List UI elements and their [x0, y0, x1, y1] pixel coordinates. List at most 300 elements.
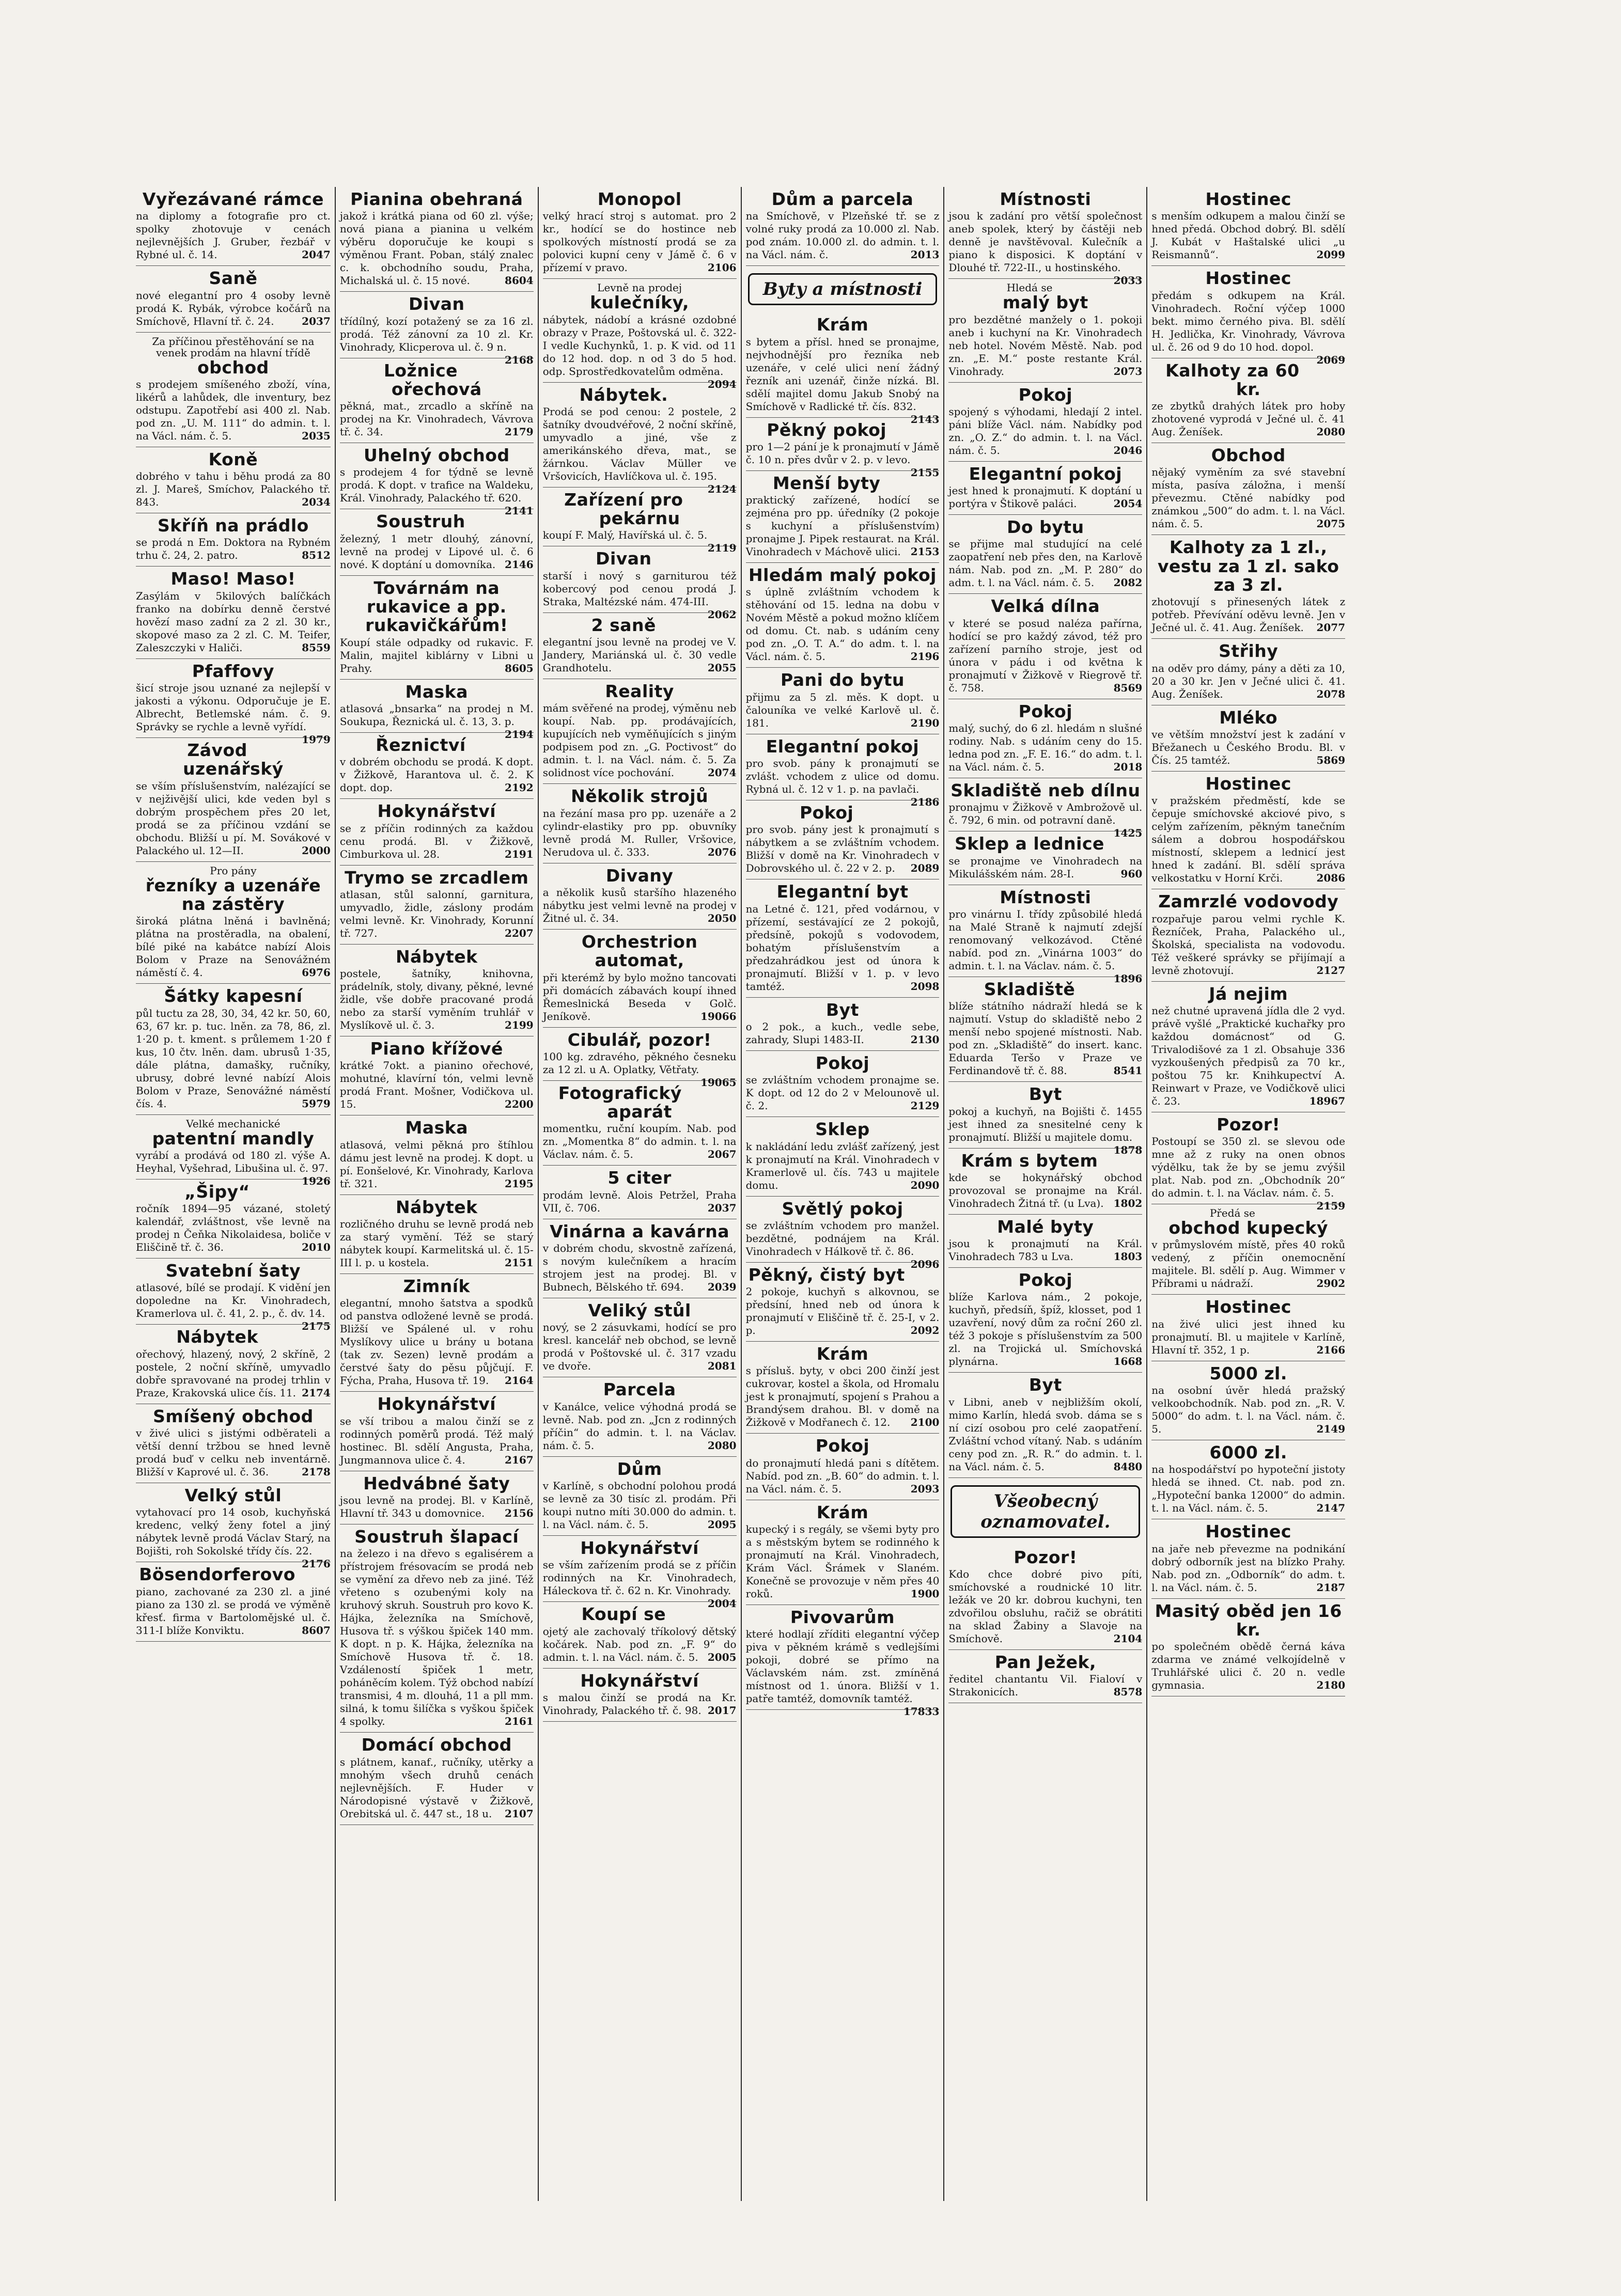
classified-ad — [340, 1274, 534, 1392]
ad-number: 8512 — [302, 549, 331, 562]
ad-body — [1151, 1004, 1345, 1108]
ad-body — [948, 1171, 1142, 1210]
ad-number: 19065 — [700, 1076, 737, 1089]
ad-title: Divan — [596, 548, 652, 569]
ad-title: Velká dílna — [991, 596, 1100, 617]
ad-number: 2073 — [1113, 365, 1143, 378]
ad-title: Cibulář, pozor! — [567, 1029, 712, 1050]
ad-number: 2093 — [910, 1482, 940, 1495]
ad-body — [1151, 913, 1345, 977]
ad-text: na osobní úvěr hledá pražský velkoobchodník. Nab. pod zn. „R. V. 5000“ do adm. t. l. na Václ. nám. č. 5. — [1151, 1384, 1346, 1436]
ad-text: atlasan, stůl salonní, garnitura, umyvadlo, židle, záslony prodám velmi levně. Kr. Vinohrady, Korunní tř. 727. — [339, 888, 534, 939]
ad-title: Světlý pokoj — [782, 1198, 903, 1219]
ad-text: v které se posud naléza pařírna, hodící se pro každý závod, též pro zařízení parního stroje, jest od února v pádu i od května k pronajmutí v Žižkově v Riegrově tř. č. 758. — [948, 617, 1143, 694]
ad-body — [136, 1506, 331, 1570]
ad-text: na hospodářství po hypoteční jistoty hledá se ihned. Ct. nab. pod zn. „Hypoteční banka 12000“ do admin. t. l. na Václ. nám. č. 5. — [1151, 1463, 1346, 1515]
ad-title: Masitý oběd jen 16 kr. — [1155, 1600, 1342, 1640]
ad-body — [543, 1321, 737, 1373]
ad-text: rozpařuje parou velmi rychle K. Řezníček, Praha, Palackého ul., Školská, specialista na vodovodu. Též veškeré správky se přijímají a levně zhotovují. — [1151, 912, 1346, 977]
ad-number: 8541 — [1113, 1064, 1143, 1077]
ad-title: Nábytek — [395, 946, 478, 967]
classified-ad — [543, 1602, 737, 1668]
ad-body — [948, 538, 1142, 589]
ad-body — [1151, 662, 1345, 701]
classified-ad — [339, 443, 534, 517]
classified-ad — [948, 187, 1143, 287]
ad-body — [745, 757, 940, 809]
ad-number: 2155 — [910, 466, 940, 479]
classified-ad — [136, 447, 331, 513]
ad-text: na Smíchově, v Plzeňské tř. se z volné ruky prodá za 10.000 zl. Nab. pod znám. 10.000 zl. do admin. t. l. na Václ. nám. č. — [745, 210, 940, 261]
ad-text: 2 pokoje, kuchyň s alkovnou, se předsíní, hned neb od února k pronajmutí v Eliščině tř. č. 25-I, v 2. p. — [745, 1285, 940, 1337]
ad-body — [745, 440, 940, 479]
classified-ad — [340, 1524, 534, 1733]
ad-body — [136, 470, 331, 509]
classified-ad — [340, 358, 534, 444]
classified-ad — [542, 487, 737, 555]
ad-number: 2146 — [505, 558, 534, 571]
ad-number: 2106 — [707, 261, 737, 274]
ad-title: Sklep a lednice — [955, 834, 1104, 854]
ad-number: 2104 — [1113, 1632, 1143, 1645]
ad-text: se z příčin rodinných za každou cenu prodá. Bl. v Žižkově, Cimburkova ul. 28. — [339, 822, 534, 860]
ad-number: 2094 — [707, 378, 737, 390]
ad-body — [136, 1281, 331, 1333]
ad-title: Zimník — [403, 1276, 470, 1297]
ad-text: s prodejem 4 for týdně se levně prodá. K dopt. v trafice na Waldeku, Král. Vinohrady, Palackého tř. 620. — [339, 466, 534, 505]
classified-ad — [1151, 982, 1345, 1112]
ad-title: Kalhoty za 60 kr. — [1165, 360, 1300, 399]
ad-text: kde se hokynářský obchod provozoval se pronajme na Král. Vinohradech Žitná tř. (u Lva). — [948, 1171, 1143, 1209]
ad-text: pro 1—2 pání je k pronajmutí v Jámě č. 10 n. přes dvůr v 2. p. v levo. — [745, 440, 940, 466]
ad-title: Menší byty — [772, 473, 881, 493]
ad-number: 1979 — [302, 733, 331, 746]
ad-title: Hostinec — [1205, 268, 1291, 289]
classified-ad — [948, 383, 1142, 462]
classified-ad — [1151, 1112, 1346, 1213]
classified-ad — [948, 462, 1142, 515]
ad-body — [1151, 1135, 1346, 1213]
classified-ad — [542, 383, 737, 495]
ad-text: zhotovují s přinesených látek z potřeb. Převívání oděvu levně. Jen v Ječné ul. č. 41. Aug. Ženíšek. — [1151, 595, 1346, 634]
ad-body — [746, 1285, 940, 1337]
ad-body — [340, 1547, 534, 1728]
ad-number: 2194 — [505, 728, 534, 741]
ad-number: 2080 — [707, 1439, 737, 1452]
ad-title: Soustruh šlapací — [354, 1526, 519, 1547]
classified-ad — [1151, 443, 1345, 535]
classified-ad — [1151, 1440, 1345, 1519]
classified-ad — [746, 879, 940, 997]
ad-body — [948, 801, 1143, 840]
ad-number: 1803 — [1113, 1250, 1143, 1263]
ad-title: patentní mandly — [152, 1128, 315, 1149]
ad-number: 2129 — [910, 1099, 940, 1112]
ad-body — [543, 807, 737, 859]
ad-number: 2074 — [707, 766, 737, 779]
ad-number: 2175 — [302, 1320, 331, 1333]
ad-body — [340, 210, 534, 287]
ad-text: vytahovací pro 14 osob, kuchyňská kredenc, velký ženy fotel a jiný nábytek levně prodá Václav Starý, na Bojišti, roh Sokolské třídy čís. 22. — [136, 1506, 331, 1558]
ad-text: v živé ulici s jistými odběrateli a větší denní tržbou se hned levně prodá buď v celku neb inventárně. Bližší v Kaprové ul. č. 36. — [136, 1427, 331, 1479]
ad-title: Střihy — [1219, 641, 1279, 662]
ad-number: 2075 — [1316, 517, 1346, 530]
ad-text: blíže státního nádraží hledá se k najmutí. Vstup do skladiště nebo 2 menší nebo spojené místnosti. Nab. pod zn. „Skladiště“ do insert. kanc. Eduarda Teršo v Praze ve Ferdinandově tř. č. 88. — [948, 1000, 1143, 1077]
ad-text: k nakládání ledu zvlášť zařízený, jest k pronajmutí na Král. Vinohradech v Kramerlově ul. čís. 743 u majitele domu. — [745, 1140, 940, 1191]
ad-title: Hostinec — [1205, 1521, 1291, 1542]
classified-ad — [948, 1215, 1142, 1268]
ad-number: 2151 — [505, 1256, 534, 1269]
classified-ad — [543, 784, 737, 863]
ad-text: Postoupí se 350 zl. se slevou ode mne až z ruky na onen obnos výdělku, tak že by se jemu zvýšil plat. Nab. pod zn. „Obchodník 20“ do admin. t. l. na Václav. nám. č. 5. — [1151, 1135, 1346, 1200]
ad-text: elegantní, mnoho šatstva a spodků od panstva odložené levně se prodá. Bližší ve Spálené ul. v rohu Myslíkovy ulice u brány u botana (tak zv. Sezen) levně prodám a čerstvé šaty do pěsu půjčují. F. Fýcha, Praha, Husova tř. 19. — [339, 1297, 534, 1387]
ad-number: 2037 — [302, 314, 331, 327]
ad-title: Divany — [605, 865, 674, 886]
ad-body — [1151, 1543, 1345, 1594]
ad-number: 2179 — [505, 426, 534, 438]
ad-body — [746, 1020, 940, 1046]
ad-title: Bösendorferovo — [139, 1564, 295, 1585]
ad-number: 2086 — [1316, 872, 1346, 885]
classified-ad — [340, 799, 534, 865]
ad-body — [542, 569, 737, 621]
ad-number: 2200 — [505, 1098, 534, 1111]
ad-title: Fotografický aparát — [558, 1082, 682, 1122]
ad-title: Uhelný obchod — [363, 445, 510, 466]
ad-body — [543, 1189, 737, 1215]
classified-ad — [745, 734, 940, 809]
ad-text: na živé ulici jest ihned ku pronajmutí. Bl. u majitele v Karlíně, Hlavní tř. 352, 1 p. — [1151, 1317, 1346, 1356]
ad-title: Nábytek. — [579, 384, 668, 405]
ad-body — [542, 529, 737, 555]
ad-body — [543, 210, 737, 274]
column-1 — [132, 187, 335, 2201]
ad-text: ze zbytků drahých látek pro hoby zhotovené vyprodá v Ječné ul. č. 41 Aug. Ženíšek. — [1151, 400, 1346, 438]
classified-ad — [1151, 535, 1345, 639]
classified-ad — [136, 266, 331, 332]
ad-number: 1425 — [1113, 827, 1143, 840]
ad-body — [542, 405, 737, 495]
ad-title: Hokynářství — [377, 801, 496, 822]
ad-body — [948, 1000, 1142, 1077]
ad-number: 2153 — [910, 545, 940, 558]
ad-text: se zvláštním vchodem pronajme se. K dopt. od 12 do 2 v Melounově ul. č. 2. — [745, 1074, 940, 1112]
classified-ad — [1151, 772, 1345, 889]
ad-title: Parcela — [603, 1379, 676, 1400]
classified-ad — [745, 312, 940, 426]
classified-ad — [136, 567, 331, 658]
classified-ad — [543, 1457, 737, 1536]
ad-title: Maska — [405, 681, 468, 702]
ad-body — [948, 1396, 1142, 1473]
ad-number: 2127 — [1316, 964, 1346, 977]
ad-text: dobrého v tahu i běhu prodá za 80 zl. J. Mareš, Smíchov, Palackého tř. 843. — [136, 470, 331, 509]
ad-number: 1668 — [1113, 1355, 1143, 1368]
ad-title: Pozor! — [1217, 1114, 1281, 1135]
classified-ad — [136, 1180, 331, 1259]
ad-text: blíže Karlova nám., 2 pokoje, kuchyň, předsíň, špíž, klosset, pod 1 uzavření, nový dům za roční 260 zl. též 3 pokoje s příslušenstvím za 500 zl. na Trojická ul. Smíchovská plynárna. — [948, 1291, 1143, 1368]
ad-body — [136, 915, 331, 979]
ad-number: 2166 — [1316, 1343, 1346, 1356]
classified-ad — [746, 1434, 940, 1500]
ad-body — [340, 1494, 534, 1520]
ad-number: 2141 — [505, 505, 534, 517]
classified-ad — [746, 1051, 940, 1117]
ad-title: Koně — [208, 449, 258, 469]
ad-title: kulečníky, — [590, 292, 690, 313]
ad-text: rozličného druhu se levně prodá neb za starý vymění. Též se starý nábytek koupí. Karmelitská ul. č. 15-III l. p. u kostela. — [339, 1218, 534, 1269]
ad-title: Krám — [816, 1344, 869, 1364]
ad-text: velký hrací stroj s automat. pro 2 kr., hodící se do hostince neb spolkových místností prodá se za polovici kupní ceny v Jámě č. 6 v přízemí v pravo. — [542, 210, 737, 274]
ad-title: Byt — [826, 999, 859, 1020]
ad-text: v Libni, aneb v nejbližším okolí, mimo Karlín, hledá svob. dáma se s ní cizí osobou pro celé zaopatření. Zvláštní vchod vítaný. Nab. s udáním ceny pod zn. „R. R.“ do admin. t. l. na Václ. nám. č. 5. — [948, 1395, 1143, 1473]
ad-body — [948, 484, 1142, 510]
ad-number: 2161 — [505, 1715, 534, 1728]
ad-body — [746, 1364, 940, 1429]
ad-text: v Kanálce, velice výhodná prodá se levně. Nab. pod zn. „Jcn z rodinných příčin“ do admin. t. l. na Václav. nám. č. 5. — [542, 1400, 737, 1452]
ad-body — [948, 210, 1143, 287]
classified-ad — [948, 594, 1142, 699]
ad-number: 18967 — [1309, 1094, 1346, 1107]
classified-ad — [948, 515, 1142, 594]
ad-text: široká plátna lněná i bavlněná; plátna na prostěradla, na obalení, bílé piké na kabátce nabízí Alois Bolom v Praze na Senovážném náměstí č. 4. — [136, 915, 331, 979]
ad-title: 5 citer — [607, 1168, 672, 1188]
ad-text: praktický zařízené, hodící se zejména pro pp. úředníky (2 pokoje s kuchyní a příslušenstvím) pronajme J. Pipek restaurat. na Král. Vinohradech v Máchově ulici. — [745, 494, 940, 558]
ad-number: 2050 — [707, 911, 737, 924]
ad-number: 2187 — [1316, 1581, 1346, 1594]
classified-ad — [543, 679, 737, 784]
ad-number: 2100 — [910, 1416, 940, 1429]
ad-number: 2047 — [302, 248, 331, 261]
ad-body — [543, 636, 737, 674]
ad-number: 2178 — [302, 1466, 331, 1479]
classified-ad — [1151, 1204, 1345, 1295]
classified-ad — [1151, 358, 1345, 444]
classified-ad — [136, 1562, 331, 1641]
ad-number: 2054 — [1113, 497, 1143, 510]
ad-number: 2069 — [1316, 353, 1346, 366]
ad-body — [340, 1059, 534, 1111]
classified-ad — [543, 930, 737, 1028]
ad-text: na oděv pro dámy, pány a děti za 10, 20 a 30 kr. Jen v Ječné ulici č. 41. Aug. Ženíšek. — [1151, 662, 1346, 700]
ad-body — [136, 1427, 331, 1479]
classified-ad — [542, 1028, 737, 1089]
ad-body — [746, 823, 940, 875]
ad-title: Smíšený obchod — [153, 1406, 314, 1426]
classified-ad — [948, 279, 1142, 382]
ad-title: Dům — [617, 1458, 662, 1479]
ad-title: Krám — [816, 1502, 869, 1522]
ad-text: starší i nový s garniturou též kobercový pod cenou prodá J. Straka, Maltézské nám. 474-III. — [542, 569, 737, 608]
ad-text: se přijme mal studující na celé zaopatření neb přes den, na Karlově nám. Nab. pod zn. „M. P. 280“ do adm. t. l. na Václ. nám. č. 5. — [948, 538, 1143, 589]
ad-body — [340, 1297, 534, 1387]
ad-text: prodám levně. Alois Petržel, Praha VII, č. 706. — [542, 1188, 737, 1214]
ad-body — [543, 1401, 737, 1452]
classified-ad — [1151, 1361, 1345, 1440]
ad-body — [948, 722, 1142, 774]
ad-body — [1151, 1384, 1345, 1436]
ad-number: 2090 — [910, 1178, 940, 1191]
ad-number: 2080 — [1316, 426, 1346, 438]
ad-body — [746, 903, 940, 993]
ad-number: 1900 — [910, 1587, 940, 1600]
ad-title: Pokoj — [815, 1052, 870, 1073]
ad-title: Velký stůl — [184, 1485, 282, 1506]
newspaper-page — [132, 187, 1552, 2201]
ad-title: 6000 zl. — [1209, 1442, 1287, 1463]
ad-body — [1151, 1640, 1345, 1692]
ad-number: 2098 — [910, 980, 940, 993]
ad-title: Pianina obehraná — [350, 189, 523, 209]
section-heading-box: Byty a místnosti — [748, 273, 938, 305]
ad-title: Maska — [405, 1118, 468, 1138]
ad-text: atlasová, velmi pěkná pro štíhlou dámu jest levně na prodej. K dopt. u pí. Eonšelové, Kr. Vinohrady, Karlova tř. 321. — [339, 1138, 534, 1190]
ad-text: malý, suchý, do 6 zl. hledám n slušné rodiny. Nab. s udáním ceny do 15. ledna pod zn. „F. E. 16.“ do adm. t. l. na Václ. nám. č. 5. — [948, 722, 1143, 774]
ad-text: se vším příslušenstvím, nalézající se v nejživější ulici, kde veden byl s dobrým prospěchem přes 20 let, prodá se za příčinou vzdání se obchodu. Bližší u pí. M. Sovákové v Palackého ul. 12—II. — [136, 779, 331, 857]
classified-ad — [340, 1036, 534, 1115]
ad-title: Piano křížové — [370, 1039, 503, 1059]
ad-body — [136, 1007, 331, 1110]
ad-body — [948, 907, 1143, 985]
ad-body — [746, 1140, 940, 1192]
ad-number: 2174 — [302, 1386, 331, 1399]
ad-text: Zasýlám v 5kilových balíčkách franko na dobírku denně čerstvé hovězí maso zadní za 2 zl. 30 kr., skopové maso za 2 zl. C. M. Teifer, Zaleszczyki v Haliči. — [136, 589, 331, 654]
ad-body — [543, 1122, 737, 1161]
ad-title: Monopol — [597, 189, 682, 209]
ad-number: 2005 — [707, 1650, 737, 1663]
ad-title: Nábytek — [176, 1327, 258, 1347]
ad-body — [948, 313, 1142, 378]
classified-ad — [136, 333, 331, 447]
ad-body — [948, 617, 1142, 695]
ad-text: pro svob. pány jest k pronajmutí s nábytkem a se zvláštním vchodem. Bližší v domě na Kr. Vinohradech v Dobrovského ul. č. 22 v 2. p. — [745, 823, 940, 875]
ad-text: s malou činží se prodá na Kr. Vinohrady, Palackého tř. č. 98. — [542, 1691, 737, 1717]
ad-text: vyrábí a prodává od 180 zl. výše A. Heyhal, Vyšehrad, Libušina ul. č. 97. — [136, 1149, 331, 1174]
classified-ad — [543, 1166, 737, 1219]
classified-ad — [340, 1733, 534, 1825]
ad-number: 2067 — [707, 1148, 737, 1161]
ad-number: 2076 — [707, 845, 737, 858]
classified-ad — [746, 563, 940, 668]
ad-pretitle: Předá se — [1209, 1207, 1255, 1220]
classified-ad — [746, 998, 940, 1051]
classified-ad — [543, 1298, 737, 1377]
ad-text: piano, zachované za 230 zl. a jiné piano za 130 zl. se prodá ve výměně křesť. firma v Bartolomějské ul. č. 311-I blíže Konviktu. — [136, 1585, 331, 1637]
ad-body — [340, 822, 534, 861]
ad-number: 2149 — [1316, 1423, 1346, 1436]
ad-text: 100 kg. zdravého, pěkného česneku za 12 zl. u A. Oplatky, Větřaty. — [542, 1050, 737, 1076]
ad-number: 2046 — [1113, 444, 1143, 457]
ad-title: Pěkný pokoj — [767, 419, 887, 440]
ad-title: 5000 zl. — [1209, 1363, 1287, 1383]
ad-text: Koupí stále odpadky od rukavic. F. Malin, majitel kiblárny v Libni u Prahy. — [339, 636, 534, 674]
ad-title: Nábytek — [395, 1197, 478, 1217]
ad-body — [340, 1218, 534, 1269]
classified-ad — [745, 1197, 940, 1270]
ad-title: Pěkný, čistý byt — [748, 1264, 905, 1285]
classified-ad — [746, 1342, 940, 1434]
ad-text: pro bezdětné manžely o 1. pokoji aneb i kuchyní na Kr. Vinohradech neb hotel. Novém Městě. Nab. pod zn. „E. M.“ poste restante Král. Vinohrady. — [948, 313, 1143, 378]
ad-body — [948, 1568, 1142, 1645]
ad-body — [1151, 210, 1345, 261]
ad-number: 960 — [1120, 867, 1143, 880]
classified-ad — [136, 738, 331, 862]
ad-number: 2082 — [1113, 576, 1143, 589]
ad-title: Soustruh — [376, 511, 465, 532]
ad-number: 2191 — [505, 847, 534, 860]
ad-number: 2159 — [1316, 1200, 1346, 1213]
ad-number: 8480 — [1113, 1460, 1143, 1473]
ad-body — [948, 1105, 1143, 1156]
classified-ad — [746, 800, 940, 879]
ad-text: pro vinárnu I. třídy způsobilé hledá na Malé Straně k najmutí zdejší renomovaný velkozávod. Ctěné nabíd. pod zn. „Vinárna 1003“ do admin. t. l. na Václav. nám. č. 5. — [948, 907, 1143, 972]
classified-ad — [340, 1195, 534, 1274]
classified-ad — [746, 471, 940, 563]
ad-body — [340, 532, 534, 571]
ad-title: Hokynářství — [580, 1537, 699, 1558]
ad-body — [136, 590, 331, 654]
ad-number: 2062 — [707, 608, 737, 621]
ad-text: na jaře neb převezme na podnikání dobrý odborník jest na blízko Prahy. Nab. pod zn. „Odborník“ do adm. t. l. na Václ. nám. č. 5. — [1151, 1542, 1346, 1594]
ad-body — [746, 210, 940, 261]
ad-text: elegantní jsou levně na prodej ve V. Jandery, Mariánská ul. č. 30 vedle Grandhotelu. — [542, 636, 737, 674]
ad-body — [543, 971, 737, 1023]
classified-ad — [542, 546, 737, 621]
ad-title: Saně — [209, 268, 258, 289]
ad-number: 8607 — [302, 1624, 331, 1637]
ad-number: 1802 — [1113, 1197, 1143, 1209]
ad-title: Domácí obchod — [361, 1735, 512, 1755]
classified-ad — [136, 862, 331, 984]
ad-title: „Šipy“ — [184, 1181, 250, 1202]
ad-text: jsou k zadání pro větší společnost aneb spolek, který by částěji neb denně je navštěvoval. Kulečník a piano k disposici. K doptání v Dlouhé tř. 722-II., u hostinského. — [948, 210, 1143, 274]
classified-ad — [340, 1115, 534, 1194]
ad-title: Byt — [1028, 1084, 1062, 1105]
ad-body — [1151, 794, 1345, 885]
column-2 — [335, 187, 538, 2201]
ad-number: 2902 — [1316, 1277, 1346, 1290]
ad-title: Koupí se — [581, 1604, 666, 1625]
ad-title: malý byt — [1002, 292, 1088, 313]
ad-body — [136, 1348, 331, 1399]
ad-text: ve větším množství jest k zadání v Břežanech u Českého Brodu. Bl. v Čís. 25 tamtéž. — [1151, 728, 1346, 766]
ad-title: Pani do bytu — [780, 670, 905, 690]
classified-ad — [136, 513, 331, 567]
classified-ad — [543, 1377, 737, 1456]
ad-title: 2 saně — [591, 615, 656, 635]
ad-number: 2013 — [910, 248, 940, 261]
ad-number: 2034 — [302, 496, 331, 509]
ad-number: 2081 — [707, 1360, 737, 1373]
ad-pretitle: Za příčinou přestěhování se na venek prodám na hlavní třídě — [152, 335, 315, 359]
ad-number: 2035 — [302, 429, 331, 442]
classified-ad — [948, 699, 1142, 778]
classified-ad — [948, 1268, 1142, 1373]
classified-ad — [1151, 187, 1345, 266]
classified-ad — [136, 1483, 331, 1570]
ad-text: půl tuctu za 28, 30, 34, 42 kr. 50, 60, 63, 67 kr. p. tuc. lněn. za 78, 86, zl. 1·20 p. t. kment. s průlemem 1·20 f kus, 10 čtv. lněn. dam. ubrusů 1·35, dále plátna, damašky, ručníky, ubrusy, dobré levné nabízí Alois Bolom v Praze, Senovážné náměstí čís. 4. — [136, 1007, 331, 1110]
ad-text: kupecký i s regály, se všemi byty pro a s městským bytem se rodinného k pronajmutí na Král. Vinohradech, Krám Václ. Šrámek v Slaném. Konečně se provozuje v něm přes 40 roků. — [745, 1523, 940, 1600]
column-5 — [943, 187, 1146, 2201]
ad-number: 8569 — [1113, 681, 1143, 694]
ad-body — [745, 1219, 940, 1270]
ad-body — [543, 1480, 737, 1531]
ad-pretitle: Hledá se — [1006, 281, 1053, 294]
ad-number: 2143 — [910, 413, 940, 426]
ad-title: Hostinec — [1205, 1297, 1291, 1317]
classified-ad — [746, 1500, 940, 1605]
ad-number: 5979 — [302, 1097, 331, 1110]
